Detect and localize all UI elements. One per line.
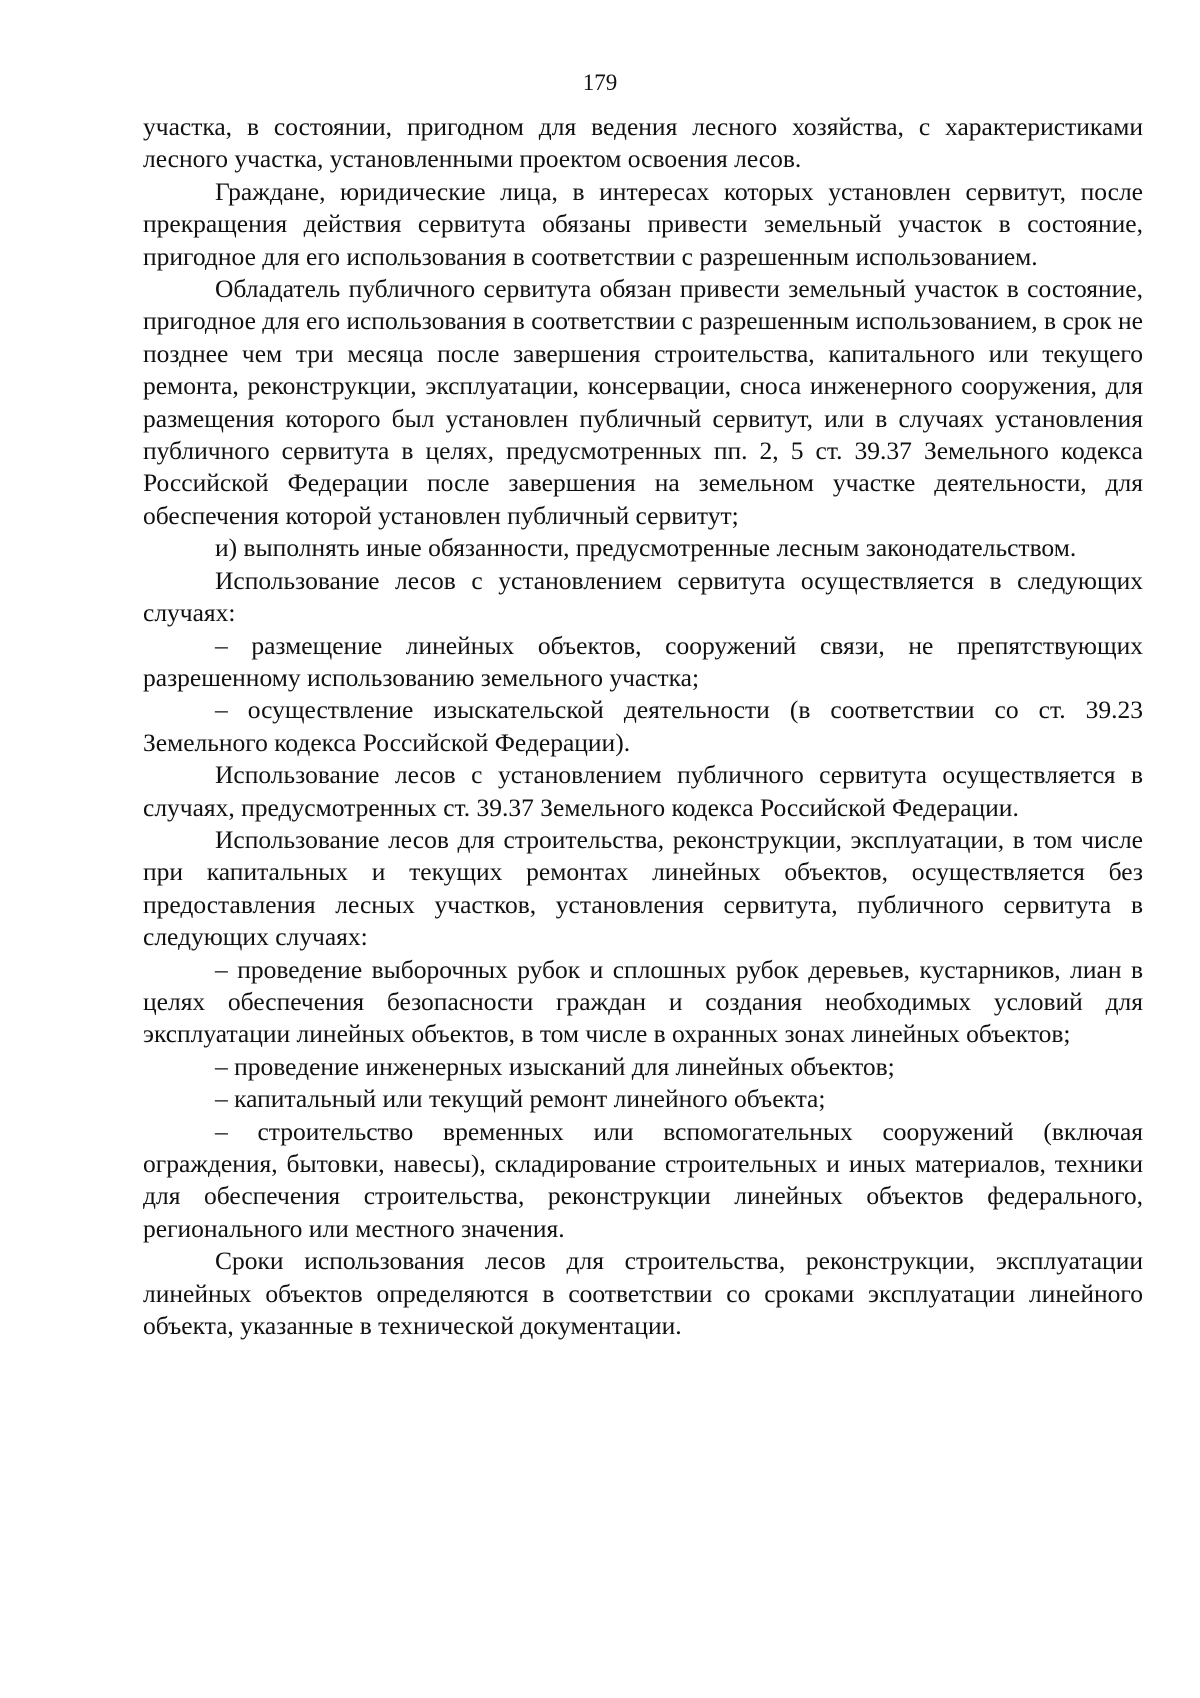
list-item: – строительство временных или вспомогательных сооружений (включая ограждения, бытовки, навесы), складирование строительных и иных материалов, техники для обеспечения строительства, реконструкции линейных объектов федерального, регионального или местного значения.	[143, 1116, 1143, 1243]
paragraph: Сроки использования лесов для строительства, реконструкции, эксплуатации линейных объектов определяются в соответствии со сроками эксплуатации линейного объекта, указанные в технической документации.	[143, 1246, 1143, 1341]
paragraph: Использование лесов для строительства, реконструкции, эксплуатации, в том числе при капитальных и текущих ремонтах линейных объектов, осуществляется без предоставления лесных участков, установления сервитута, публичного сервитута в следующих случаях:	[143, 824, 1143, 952]
list-item: – размещение линейных объектов, сооружений связи, не препятствующих разрешенному использованию земельного участка;	[143, 630, 1143, 692]
page-number: 179	[582, 70, 618, 95]
paragraph: Граждане, юридические лица, в интересах которых установлен сервитут, после прекращения действия сервитута обязаны привести земельный участок в состояние, пригодное для его использования в соответствии с разрешенным использованием.	[143, 176, 1143, 271]
list-item: – осуществление изыскательской деятельности (в соответствии со ст. 39.23 Земельного кодекса Российской Федерации).	[143, 695, 1143, 757]
paragraph: Использование лесов с установлением сервитута осуществляется в следующих случаях:	[143, 565, 1143, 628]
paragraph: Обладатель публичного сервитута обязан привести земельный участок в состояние, пригодное для его использования в соответствии с разрешенным использованием, в срок не позднее чем три месяца после завершения строительства, капитального или текущего ремонта, реконструкции, эксплуатации, консервации, сноса инженерного сооружения, для размещения которого был установлен публичный сервитут, или в случаях установления публичного сервитута в целях, предусмотренных пп. 2, 5 ст. 39.37 Земельного кодекса Российской Федерации после завершения на земельном участке деятельности, для обеспечения которой установлен публичный сервитут;	[143, 274, 1144, 530]
list-item: – проведение выборочных рубок и сплошных рубок деревьев, кустарников, лиан в целях обеспечения безопасности граждан и создания необходимых условий для эксплуатации линейных объектов, в том числе в охранных зонах линейных объектов;	[143, 954, 1143, 1049]
paragraph: участка, в состоянии, пригодном для ведения лесного хозяйства, с характеристиками лесного участка, установленными проектом освоения лесов.	[143, 112, 1143, 174]
list-item: – капитальный или текущий ремонт линейного объекта;	[215, 1084, 826, 1114]
paragraph: Использование лесов с установлением публичного сервитута осуществляется в случаях, предусмотренных ст. 39.37 Земельного кодекса Российской Федерации.	[143, 760, 1143, 822]
list-item: – проведение инженерных изысканий для линейных объектов;	[215, 1051, 895, 1081]
document-body	[143, 111, 1143, 1342]
paragraph: и) выполнять иные обязанности, предусмотренные лесным законодательством.	[215, 533, 1077, 563]
